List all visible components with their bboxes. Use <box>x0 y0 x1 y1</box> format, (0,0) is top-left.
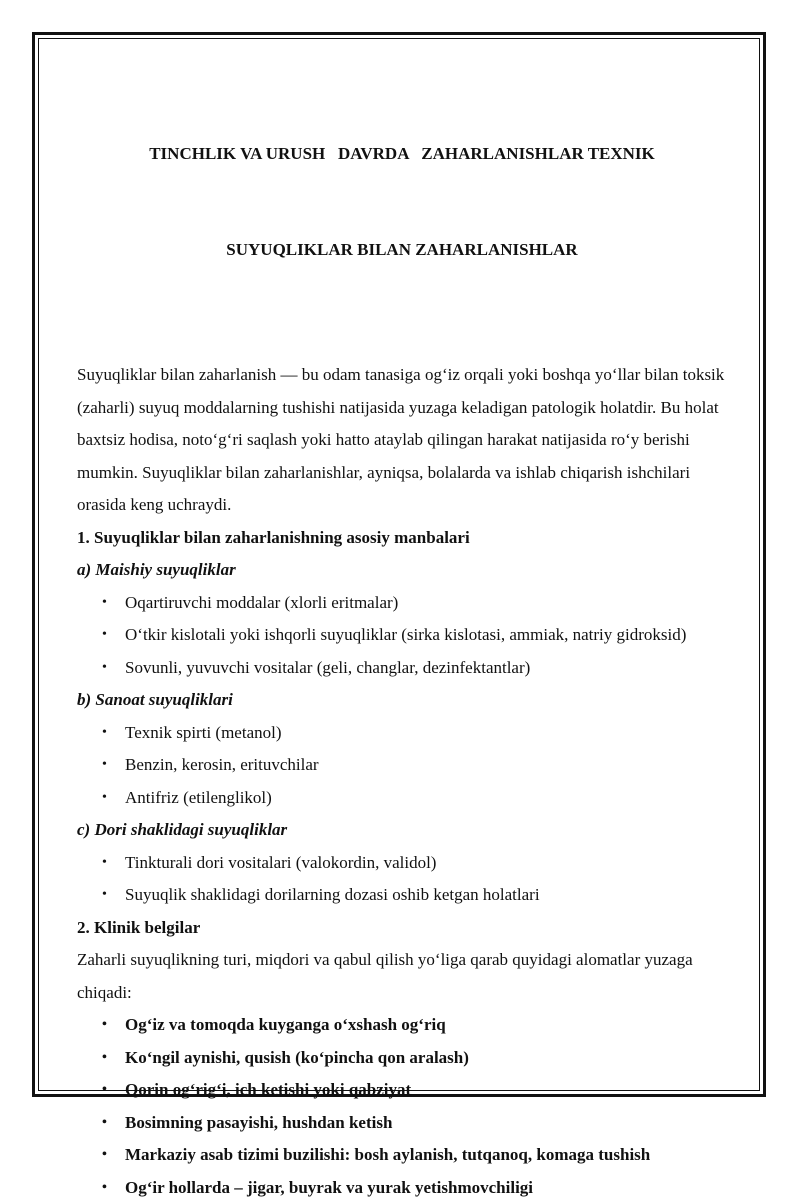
list-item-text: Markaziy asab tizimi buzilishi: bosh aylanish, tutqanoq, komaga tushish <box>125 1145 650 1164</box>
list-item <box>77 652 727 685</box>
list-item-text: Bosimning pasayishi, hushdan ketish <box>125 1113 392 1132</box>
list-item <box>77 1042 727 1075</box>
list-item-text: Og‘ir hollarda – jigar, buyrak va yurak yetishmovchiligi <box>125 1178 533 1197</box>
bullet-icon: • <box>102 1139 107 1172</box>
list-item <box>77 782 727 815</box>
list-item <box>77 717 727 750</box>
list-item <box>77 749 727 782</box>
bullet-icon: • <box>102 847 107 880</box>
section-2-heading: 2. Klinik belgilar <box>77 912 727 945</box>
subsection-b-list <box>77 717 727 815</box>
section-1-heading: 1. Suyuqliklar bilan zaharlanishning asosiy manbalari <box>77 522 727 555</box>
section-2-text: Zaharli suyuqlikning turi, miqdori va qabul qilish yo‘liga qarab quyidagi alomatlar yuzaga chiqadi: <box>77 944 727 1009</box>
bullet-icon: • <box>102 717 107 750</box>
list-item <box>77 619 727 652</box>
list-item-text: Ko‘ngil aynishi, qusish (ko‘pincha qon aralash) <box>125 1048 469 1067</box>
list-item <box>77 847 727 880</box>
subsection-c-list <box>77 847 727 912</box>
bullet-icon: • <box>102 652 107 685</box>
bullet-icon: • <box>102 1009 107 1042</box>
list-item <box>77 587 727 620</box>
subsection-c-heading: c) Dori shaklidagi suyuqliklar <box>77 814 727 847</box>
list-item-text: O‘tkir kislotali yoki ishqorli suyuqliklar (sirka kislotasi, ammiak, natriy gidroksid) <box>125 625 686 644</box>
list-item <box>77 879 727 912</box>
list-item <box>77 1139 727 1172</box>
list-item-text: Oqartiruvchi moddalar (xlorli eritmalar) <box>125 593 398 612</box>
bullet-icon: • <box>102 1107 107 1140</box>
list-item-text: Og‘iz va tomoqda kuyganga o‘xshash og‘riq <box>125 1015 446 1034</box>
title-line-1: TINCHLIK VA URUSH DAVRDA ZAHARLANISHLAR TEXNIK <box>77 138 727 170</box>
list-item-text: Benzin, kerosin, erituvchilar <box>125 755 319 774</box>
symptoms-list <box>77 1009 727 1204</box>
bullet-icon: • <box>102 1042 107 1075</box>
list-item <box>77 1009 727 1042</box>
list-item-text: Qorin og‘rig‘i, ich ketishi yoki qabziyat <box>125 1080 411 1099</box>
bullet-icon: • <box>102 1074 107 1107</box>
title-line-2: SUYUQLIKLAR BILAN ZAHARLANISHLAR <box>77 234 727 266</box>
list-item <box>77 1107 727 1140</box>
list-item-text: Texnik spirti (metanol) <box>125 723 282 742</box>
subsection-a-heading: a) Maishiy suyuqliklar <box>77 554 727 587</box>
bullet-icon: • <box>102 1172 107 1204</box>
bullet-icon: • <box>102 749 107 782</box>
bullet-icon: • <box>102 879 107 912</box>
subsection-b-heading: b) Sanoat suyuqliklari <box>77 684 727 717</box>
list-item-text: Tinkturali dori vositalari (valokordin, validol) <box>125 853 436 872</box>
bullet-icon: • <box>102 587 107 620</box>
document-title <box>77 74 727 330</box>
bullet-icon: • <box>102 782 107 815</box>
document-body <box>77 74 727 1204</box>
list-item <box>77 1172 727 1204</box>
subsection-a-list <box>77 587 727 685</box>
list-item-text: Sovunli, yuvuvchi vositalar (geli, changlar, dezinfektantlar) <box>125 658 530 677</box>
bullet-icon: • <box>102 619 107 652</box>
intro-paragraph: Suyuqliklar bilan zaharlanish — bu odam tanasiga og‘iz orqali yoki boshqa yo‘llar bilan toksik (zaharli) suyuq moddalarning tushishi natijasida yuzaga keladigan patologik holatdir. Bu holat baxtsiz hodisa, noto‘g‘ri saqlash yoki hatto ataylab qilingan harakat natijasida ro‘y berishi mumkin. Suyuqliklar bilan zaharlanishlar, ayniqsa, bolalarda va ishlab chiqarish ishchilari orasida keng uchraydi. <box>77 359 727 522</box>
list-item <box>77 1074 727 1107</box>
list-item-text: Antifriz (etilenglikol) <box>125 788 272 807</box>
list-item-text: Suyuqlik shaklidagi dorilarning dozasi oshib ketgan holatlari <box>125 885 540 904</box>
